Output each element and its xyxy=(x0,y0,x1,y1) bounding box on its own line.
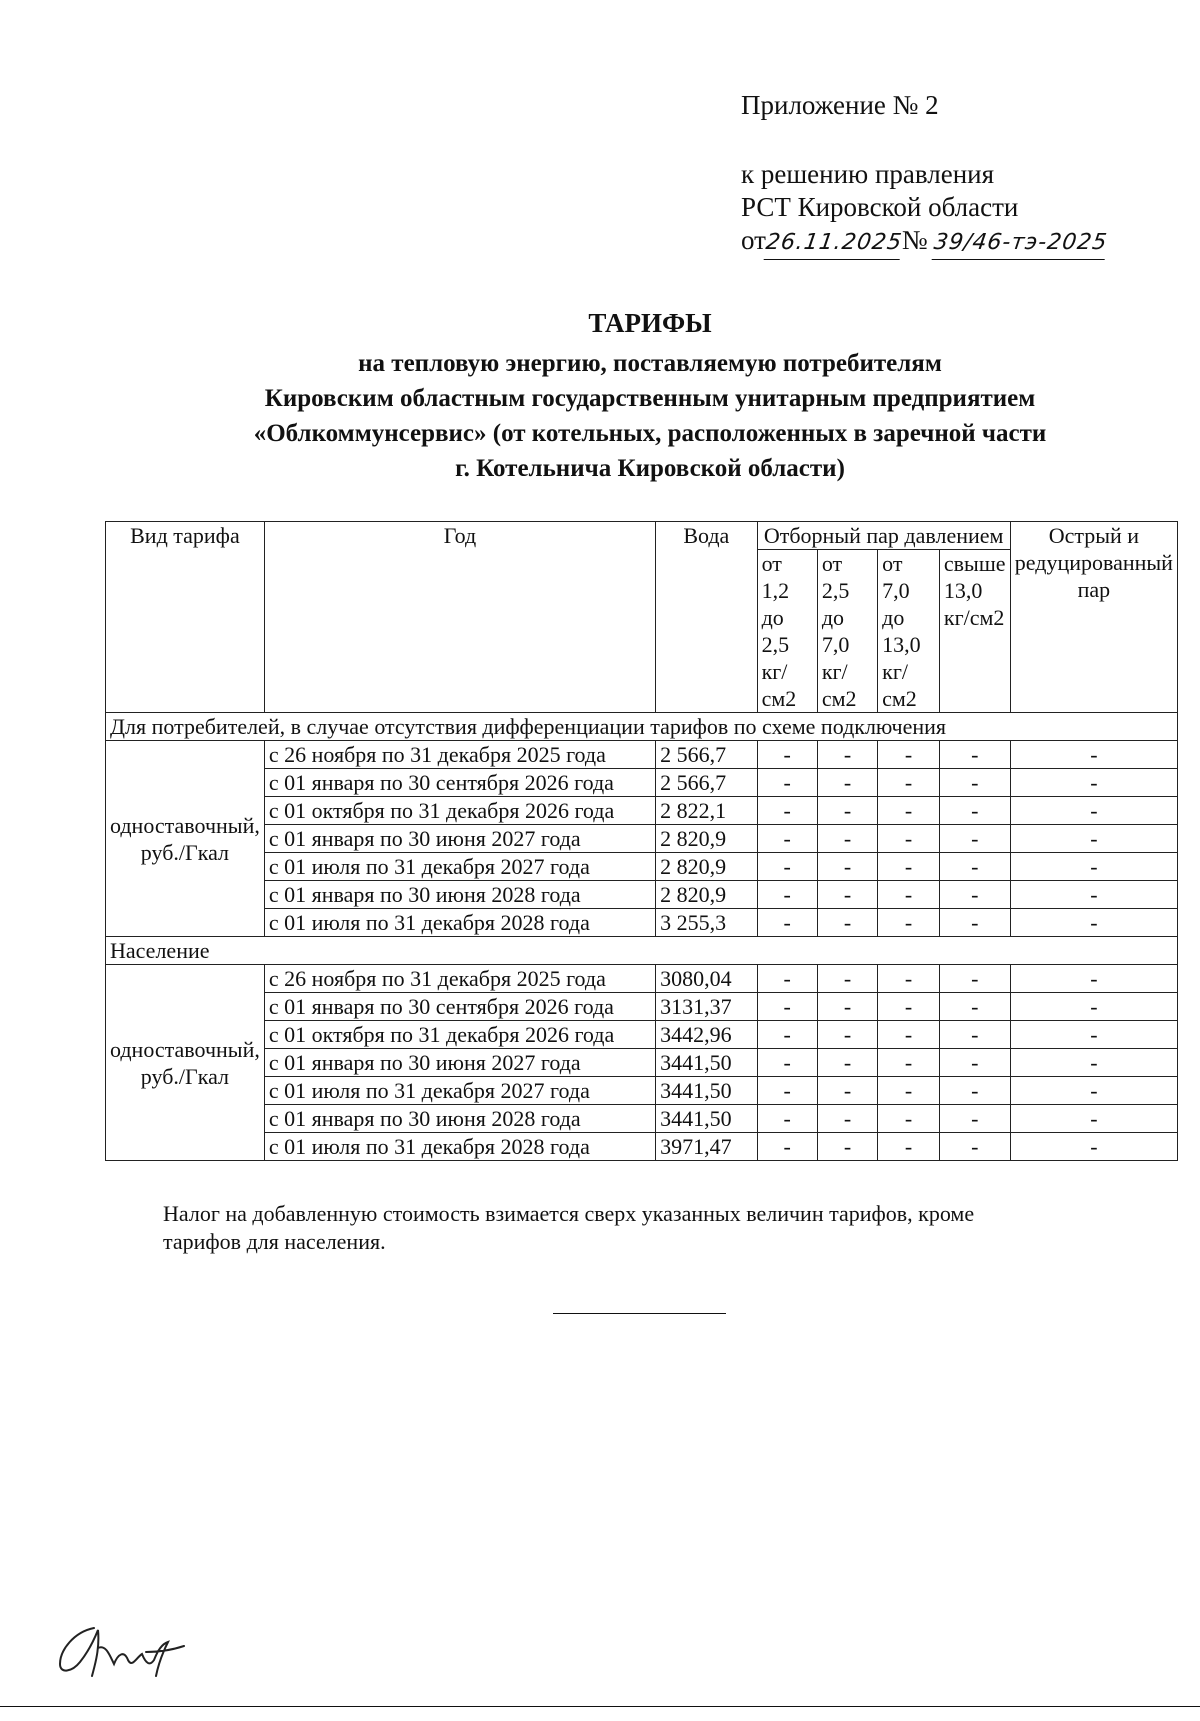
sharp-steam-cell: - xyxy=(1010,993,1177,1021)
signature xyxy=(54,1620,204,1685)
water-value-cell: 2 566,7 xyxy=(656,741,757,769)
title-main: ТАРИФЫ xyxy=(588,308,712,338)
table-row xyxy=(106,741,1178,769)
water-value-cell: 2 820,9 xyxy=(656,825,757,853)
tariffs-table xyxy=(105,521,1178,1161)
water-value-cell: 3442,96 xyxy=(656,1021,757,1049)
title-line-2: Кировским областным государственным унитарным предприятием xyxy=(264,385,1036,412)
table-row xyxy=(106,965,1178,993)
steam-4-cell: - xyxy=(939,1077,1010,1105)
steam-4-cell: - xyxy=(939,825,1010,853)
steam-2-cell: - xyxy=(817,825,877,853)
steam-2-cell: - xyxy=(817,741,877,769)
ref-number-handwritten: 39/46-тэ-2025 xyxy=(932,226,1110,260)
ref-from: от xyxy=(741,225,766,255)
steam-4-cell: - xyxy=(939,993,1010,1021)
vat-note-line-2: тарифов для населения. xyxy=(163,1229,386,1254)
ref-date-handwritten: 26.11.2025 xyxy=(764,226,905,260)
header-kind: Вид тарифа xyxy=(106,522,265,713)
steam-2-cell: - xyxy=(817,853,877,881)
period-cell: с 01 октября по 31 декабря 2026 года xyxy=(264,797,655,825)
steam-1-cell: - xyxy=(757,1077,817,1105)
ref-line-1: к решению правления xyxy=(741,159,995,189)
title-line-4: г. Котельнича Кировской области) xyxy=(455,455,845,482)
header-steam-3: от 7,0 до 13,0 кг/см2 xyxy=(878,550,940,713)
period-cell: с 01 января по 30 июня 2027 года xyxy=(264,1049,655,1077)
table-row xyxy=(106,909,1178,937)
steam-2-cell: - xyxy=(817,965,877,993)
steam-3-cell: - xyxy=(878,881,940,909)
table-row xyxy=(106,797,1178,825)
period-cell: с 26 ноября по 31 декабря 2025 года xyxy=(264,965,655,993)
sharp-steam-cell: - xyxy=(1010,909,1177,937)
sharp-steam-cell: - xyxy=(1010,769,1177,797)
document-title xyxy=(100,307,1200,486)
period-cell: с 01 июля по 31 декабря 2028 года xyxy=(264,909,655,937)
steam-2-cell: - xyxy=(817,909,877,937)
steam-3-cell: - xyxy=(878,797,940,825)
steam-1-cell: - xyxy=(757,825,817,853)
table-row xyxy=(106,1049,1178,1077)
water-value-cell: 3080,04 xyxy=(656,965,757,993)
steam-3-cell: - xyxy=(878,993,940,1021)
sharp-steam-cell: - xyxy=(1010,1021,1177,1049)
steam-1-cell: - xyxy=(757,741,817,769)
ref-line-3 xyxy=(741,224,1108,260)
vat-note-line-1: Налог на добавленную стоимость взимается сверх указанных величин тарифов, кроме xyxy=(163,1201,975,1226)
sharp-steam-cell: - xyxy=(1010,1133,1177,1161)
table-row xyxy=(106,993,1178,1021)
period-cell: с 01 июля по 31 декабря 2028 года xyxy=(264,1133,655,1161)
steam-1-cell: - xyxy=(757,853,817,881)
steam-2-cell: - xyxy=(817,1105,877,1133)
steam-2-cell: - xyxy=(817,1133,877,1161)
steam-4-cell: - xyxy=(939,909,1010,937)
steam-1-cell: - xyxy=(757,769,817,797)
water-value-cell: 2 820,9 xyxy=(656,853,757,881)
tariff-kind-cell: одноставочный, руб./Гкал xyxy=(106,741,265,937)
water-value-cell: 2 566,7 xyxy=(656,769,757,797)
decision-reference xyxy=(741,158,1108,260)
header-sharp-steam: Острый и редуцированный пар xyxy=(1010,522,1177,713)
table-row xyxy=(106,853,1178,881)
title-line-3: «Облкоммунсервис» (от котельных, расположенных в заречной части xyxy=(253,420,1047,447)
sharp-steam-cell: - xyxy=(1010,741,1177,769)
sharp-steam-cell: - xyxy=(1010,1049,1177,1077)
header-steam-2: от 2,5 до 7,0 кг/см2 xyxy=(817,550,877,713)
steam-2-cell: - xyxy=(817,797,877,825)
period-cell: с 01 января по 30 июня 2028 года xyxy=(264,1105,655,1133)
steam-1-cell: - xyxy=(757,797,817,825)
water-value-cell: 2 822,1 xyxy=(656,797,757,825)
appendix-number: Приложение № 2 xyxy=(741,90,939,120)
steam-2-cell: - xyxy=(817,1021,877,1049)
steam-1-cell: - xyxy=(757,909,817,937)
period-cell: с 01 января по 30 июня 2028 года xyxy=(264,881,655,909)
ref-line-2: РСТ Кировской области xyxy=(741,192,1019,222)
steam-1-cell: - xyxy=(757,965,817,993)
sharp-steam-cell: - xyxy=(1010,881,1177,909)
sharp-steam-cell: - xyxy=(1010,797,1177,825)
steam-3-cell: - xyxy=(878,909,940,937)
steam-2-cell: - xyxy=(817,993,877,1021)
section-title-row xyxy=(106,713,1178,741)
steam-4-cell: - xyxy=(939,769,1010,797)
header-steam-4: свыше 13,0 кг/см2 xyxy=(939,550,1010,713)
sharp-steam-cell: - xyxy=(1010,825,1177,853)
table-header-row xyxy=(106,522,1178,550)
period-cell: с 26 ноября по 31 декабря 2025 года xyxy=(264,741,655,769)
separator-line xyxy=(553,1313,726,1314)
sharp-steam-cell: - xyxy=(1010,1105,1177,1133)
steam-2-cell: - xyxy=(817,1077,877,1105)
steam-4-cell: - xyxy=(939,1021,1010,1049)
section-title: Население xyxy=(106,937,1178,965)
steam-4-cell: - xyxy=(939,853,1010,881)
section-title-row xyxy=(106,937,1178,965)
sharp-steam-cell: - xyxy=(1010,853,1177,881)
tariff-kind-cell: одноставочный, руб./Гкал xyxy=(106,965,265,1161)
steam-4-cell: - xyxy=(939,1105,1010,1133)
table-row xyxy=(106,1077,1178,1105)
water-value-cell: 2 820,9 xyxy=(656,881,757,909)
bottom-rule xyxy=(0,1706,1200,1707)
steam-3-cell: - xyxy=(878,853,940,881)
steam-4-cell: - xyxy=(939,797,1010,825)
steam-4-cell: - xyxy=(939,1049,1010,1077)
table-row xyxy=(106,1021,1178,1049)
steam-2-cell: - xyxy=(817,1049,877,1077)
steam-4-cell: - xyxy=(939,881,1010,909)
table-row xyxy=(106,825,1178,853)
steam-2-cell: - xyxy=(817,881,877,909)
period-cell: с 01 июля по 31 декабря 2027 года xyxy=(264,1077,655,1105)
table-row xyxy=(106,881,1178,909)
steam-3-cell: - xyxy=(878,1049,940,1077)
header-steam: Отборный пар давлением xyxy=(757,522,1010,550)
steam-3-cell: - xyxy=(878,1105,940,1133)
steam-1-cell: - xyxy=(757,993,817,1021)
ref-no: № xyxy=(901,225,928,255)
table-row xyxy=(106,1133,1178,1161)
period-cell: с 01 июля по 31 декабря 2027 года xyxy=(264,853,655,881)
steam-3-cell: - xyxy=(878,741,940,769)
steam-3-cell: - xyxy=(878,1021,940,1049)
table-row xyxy=(106,1105,1178,1133)
steam-3-cell: - xyxy=(878,769,940,797)
sharp-steam-cell: - xyxy=(1010,1077,1177,1105)
period-cell: с 01 января по 30 сентября 2026 года xyxy=(264,769,655,797)
water-value-cell: 3131,37 xyxy=(656,993,757,1021)
steam-3-cell: - xyxy=(878,1133,940,1161)
water-value-cell: 3971,47 xyxy=(656,1133,757,1161)
header-steam-1: от 1,2 до 2,5 кг/см2 xyxy=(757,550,817,713)
steam-3-cell: - xyxy=(878,965,940,993)
steam-3-cell: - xyxy=(878,825,940,853)
steam-4-cell: - xyxy=(939,965,1010,993)
period-cell: с 01 января по 30 июня 2027 года xyxy=(264,825,655,853)
sharp-steam-cell: - xyxy=(1010,965,1177,993)
steam-3-cell: - xyxy=(878,1077,940,1105)
water-value-cell: 3 255,3 xyxy=(656,909,757,937)
water-value-cell: 3441,50 xyxy=(656,1077,757,1105)
steam-1-cell: - xyxy=(757,1133,817,1161)
section-title: Для потребителей, в случае отсутствия дифференциации тарифов по схеме подключения xyxy=(106,713,1178,741)
steam-1-cell: - xyxy=(757,881,817,909)
water-value-cell: 3441,50 xyxy=(656,1049,757,1077)
steam-2-cell: - xyxy=(817,769,877,797)
vat-note xyxy=(163,1200,1163,1256)
period-cell: с 01 января по 30 сентября 2026 года xyxy=(264,993,655,1021)
steam-1-cell: - xyxy=(757,1021,817,1049)
steam-1-cell: - xyxy=(757,1049,817,1077)
table-row xyxy=(106,769,1178,797)
header-water: Вода xyxy=(656,522,757,713)
water-value-cell: 3441,50 xyxy=(656,1105,757,1133)
header-year: Год xyxy=(264,522,655,713)
steam-4-cell: - xyxy=(939,741,1010,769)
steam-1-cell: - xyxy=(757,1105,817,1133)
steam-4-cell: - xyxy=(939,1133,1010,1161)
period-cell: с 01 октября по 31 декабря 2026 года xyxy=(264,1021,655,1049)
title-line-1: на тепловую энергию, поставляемую потребителям xyxy=(358,350,942,377)
